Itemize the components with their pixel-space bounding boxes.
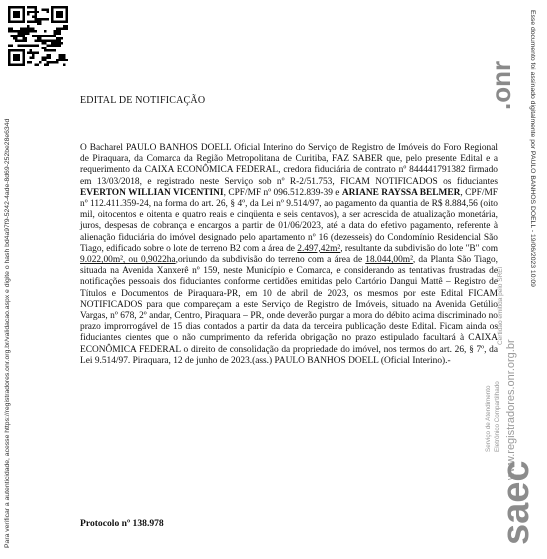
notice-paragraph: O Bacharel PAULO BANHOS DOELL Oficial Interino do Serviço de Registro de Imóveis do Foro Regional de Piraquara, da Comarca da Região Metropolitana de Curitiba, FAZ SABER que, pelo presente Edital e a requerimento da CAIXA ECONÔMICA FEDERAL, credora fiduciária de contrato nº 844441791382 firmado em 13/03/2018, e registrado neste Serviço sob nº R-2/51.753, FICAM NOTIFICADOS os fiduciantes EVERTON WILLIAN VICENTINI, CPF/MF nº 096.512.839-39 e ARIANE RAYSSA BELMER, CPF/MF nº 112.411.359-24, na forma do art. 26, § 4º, da Lei nº 9.514/97, ao pagamento da quantia de R$ 8.884,56 (oito mil, oitocentos e oitenta e quatro reais e cinqüenta e seis centavos), a ser acrescida de atualização monetária, juros, despesas de cobrança e encargos a partir de 01/06/2023, até a data do efetivo pagamento, referente à alienação fiduciária do imóvel designado pelo apartamento nº 16 (dezesseis) do Condomínio Residencial São Tiago, edificado sobre o lote de terreno B2 com a área de 2.497,42m², resultante da subdivisão do lote "B" com 9.022,00m², ou 0,9022ha,oriundo da subdivisão do terreno com a área de 18.044,00m², da Planta São Tiago, situada na Avenida Xanxerê nº 159, neste Município e Comarca, e considerando as tentativas frustradas de notificações pessoais dos fiduciantes conforme certidões emitidas pelo Cartório Dangui Mattê – Registro de Títulos e Documentos de Piraquara-PR, em 10 de abril de 2023, os mesmos por este Edital FICAM NOTIFICADOS para que compareçam a este Serviço de Registro de Imóveis, situado na Avenida Getúlio Vargas, nº 678, 2º andar, Centro, Piraquara – PR, onde deverão purgar a mora do débito acima discriminado no prazo improrrogável de 15 dias contados a partir da data da terceira publicação deste Edital. Ficam ainda os fiduciantes cientes que o não cumprimento da referida obrigação no prazo estipulado facultará à CAIXA ECONÔMICA FEDERAL o direito de consolidação da propriedade do imóvel, nos termos do art. 26, § 7º, da Lei 9.514/97. Piraquara, 12 de junho de 2023.(ass.) PAULO BANHOS DOELL (Oficial Interino).- [80,143,498,366]
onr-logo: .onr [486,60,516,110]
protocol-number: Protocolo nº 138.978 [80,518,164,529]
certidao-text: Certidão emitida pelo SREI [497,266,504,345]
qr-code [8,6,68,66]
document-body [80,143,498,367]
saec-logo: saec [495,460,537,545]
fiduciary-name-2: ARIANE RAYSSA BELMER [341,187,461,198]
verification-note: Para verificar a autenticidade, acesse https://registradores.onr.org.br/validacao.aspx e digite o hash bd4a97f9-5242-4ade-8d69-252be28e634d [4,118,11,548]
registradores-url: www.registradores.onr.org.br [505,339,517,480]
area-2: 9.022,00m², ou 0,9022ha [80,255,176,266]
signature-note: Esse documento foi assinado digitalmente por PAULO BANHOS DOELL - 19/06/2023 10:09 [529,10,536,287]
saec-desc-2: Eletrônico Compartilhado [494,381,501,452]
document-title: EDITAL DE NOTIFICAÇÃO [80,95,206,106]
area-1: 2.497,42m² [297,243,341,254]
area-3: 18.044,00m² [365,255,413,266]
fiduciary-name-1: EVERTON WILLIAN VICENTINI [80,187,224,198]
saec-desc-1: Serviço de Atendimento [485,385,492,452]
